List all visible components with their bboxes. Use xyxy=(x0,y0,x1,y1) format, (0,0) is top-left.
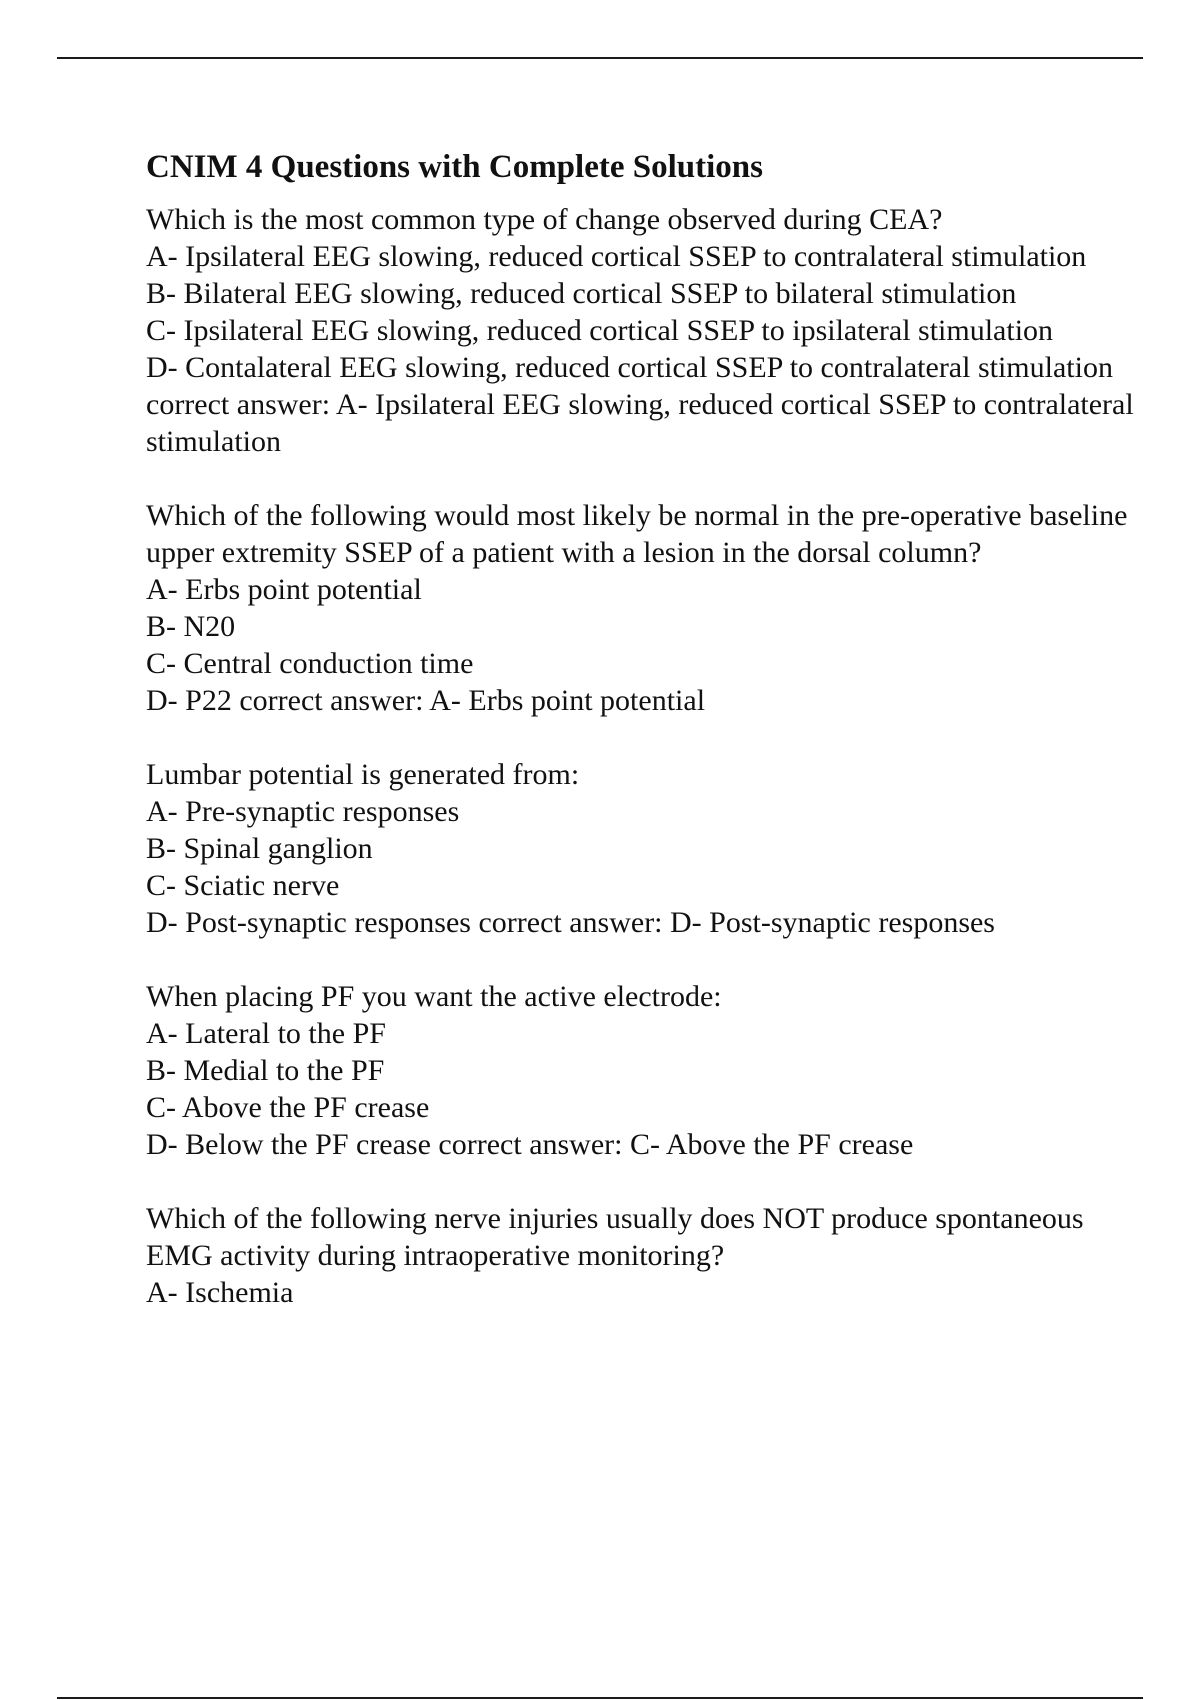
question-text: Lumbar potential is generated from: xyxy=(146,758,580,791)
option-c: C- Ipsilateral EEG slowing, reduced cortical SSEP to ipsilateral stimulation xyxy=(146,314,1054,347)
bottom-rule xyxy=(57,1697,1143,1699)
option-d-with-answer: D- Post-synaptic responses correct answer: D- Post-synaptic responses xyxy=(146,906,995,939)
option-c: C- Sciatic nerve xyxy=(146,869,340,902)
question-text: Which of the following nerve injuries usually does NOT produce spontaneous EMG activity during intraoperative monitoring? xyxy=(146,1202,1084,1272)
option-b: B- Medial to the PF xyxy=(146,1054,385,1087)
question-block-5 xyxy=(146,1200,1146,1311)
question-block-3 xyxy=(146,756,1146,941)
question-text: When placing PF you want the active electrode: xyxy=(146,980,722,1013)
option-c: C- Central conduction time xyxy=(146,647,474,680)
option-b: B- Bilateral EEG slowing, reduced cortical SSEP to bilateral stimulation xyxy=(146,277,1017,310)
document-body xyxy=(146,143,1146,1348)
question-block-4 xyxy=(146,978,1146,1163)
top-rule xyxy=(57,57,1143,59)
option-d-with-answer: D- Contalateral EEG slowing, reduced cortical SSEP to contralateral stimulation correct answer: A- Ipsilateral EEG slowing, reduced cortical SSEP to contralateral stimulation xyxy=(146,351,1134,458)
option-a: A- Pre-synaptic responses xyxy=(146,795,460,828)
question-text: Which is the most common type of change observed during CEA? xyxy=(146,203,943,236)
option-b: B- Spinal ganglion xyxy=(146,832,373,865)
question-text: Which of the following would most likely be normal in the pre-operative baseline upper extremity SSEP of a patient with a lesion in the dorsal column? xyxy=(146,499,1128,569)
document-title: CNIM 4 Questions with Complete Solutions xyxy=(146,149,763,185)
option-a: A- Ipsilateral EEG slowing, reduced cortical SSEP to contralateral stimulation xyxy=(146,240,1087,273)
option-b: B- N20 xyxy=(146,610,236,643)
option-d-with-answer: D- Below the PF crease correct answer: C- Above the PF crease xyxy=(146,1128,914,1161)
option-d-with-answer: D- P22 correct answer: A- Erbs point potential xyxy=(146,684,706,717)
option-a: A- Lateral to the PF xyxy=(146,1017,386,1050)
question-block-1 xyxy=(146,201,1146,460)
option-a: A- Erbs point potential xyxy=(146,573,422,606)
option-a: A- Ischemia xyxy=(146,1276,294,1309)
option-c: C- Above the PF crease xyxy=(146,1091,430,1124)
question-block-2 xyxy=(146,497,1146,719)
